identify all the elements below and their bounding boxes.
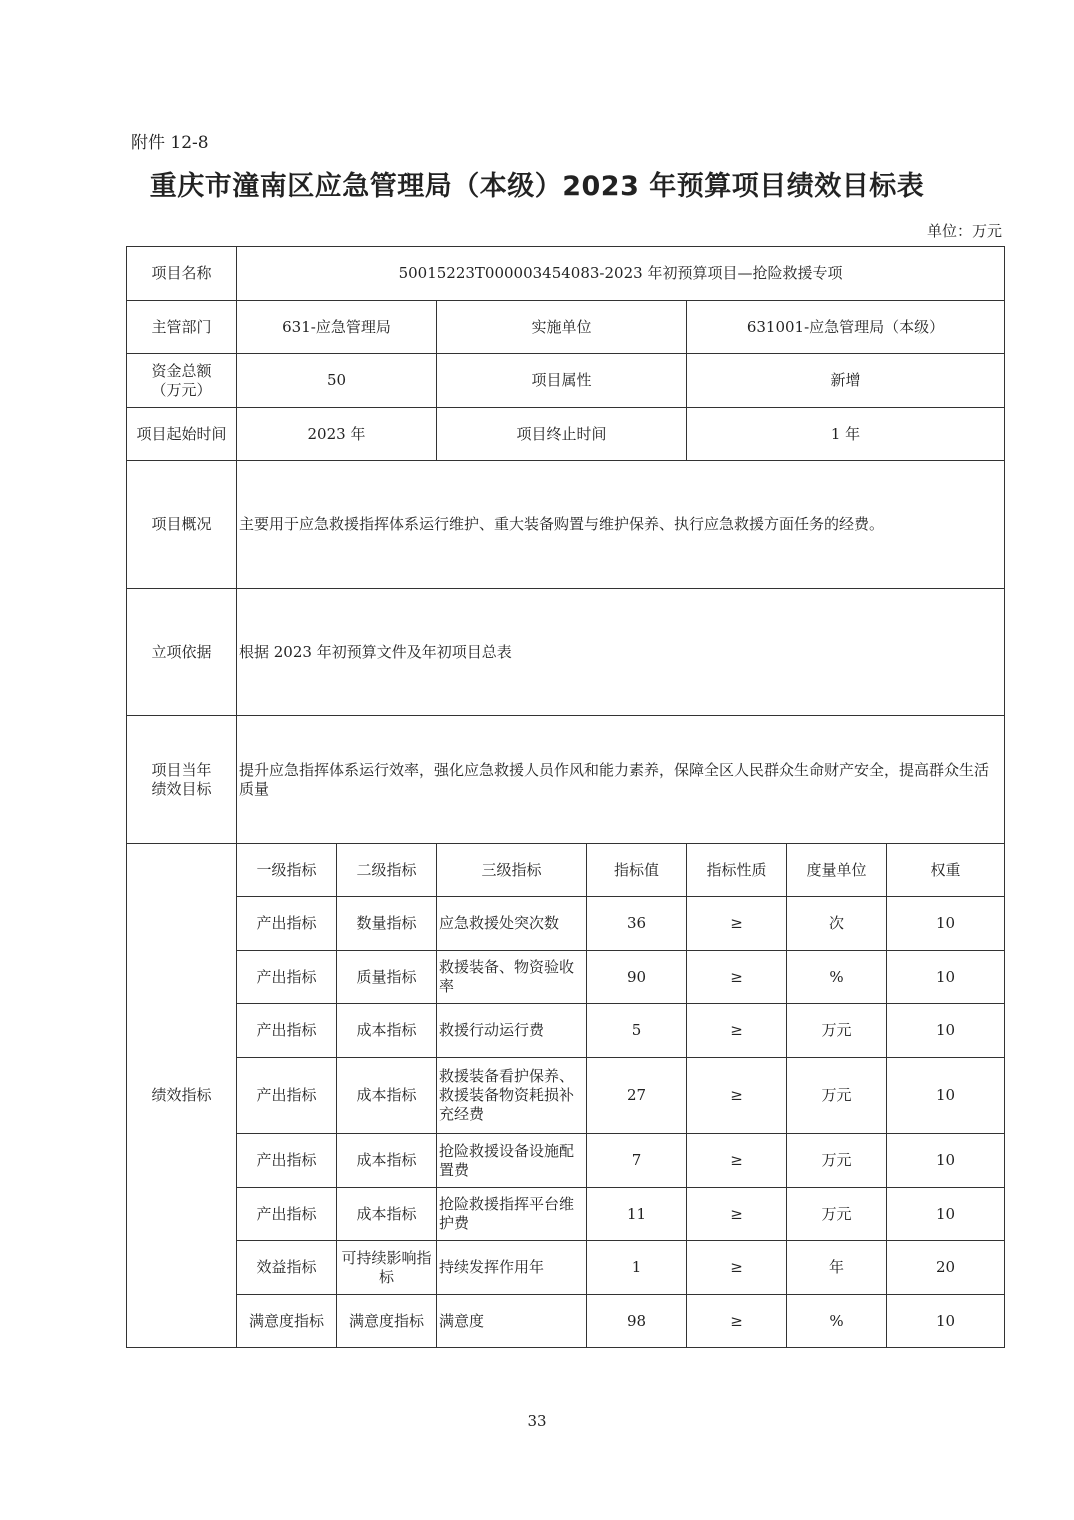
cell-value: 36: [587, 897, 687, 951]
cell-unit: 万元: [787, 1188, 887, 1241]
cell-level1: 产出指标: [237, 1004, 337, 1058]
page-number: 33: [527, 1412, 547, 1430]
attr-label: 项目属性: [437, 354, 687, 408]
end-label: 项目终止时间: [437, 408, 687, 461]
indicator-row: [127, 1134, 1005, 1188]
cell-nature: ≥: [687, 951, 787, 1004]
basis-label: 立项依据: [127, 589, 237, 716]
cell-value: 27: [587, 1058, 687, 1134]
fund-label-line1: 资金总额: [151, 361, 212, 380]
row-basis: [127, 589, 1005, 716]
fund-value: 50: [237, 354, 437, 408]
basis-value: 根据 2023 年初预算文件及年初项目总表: [237, 589, 1005, 716]
page-title: 重庆市潼南区应急管理局（本级）2023 年预算项目绩效目标表: [149, 171, 925, 202]
cell-level3: 应急救援处突次数: [437, 897, 587, 951]
unit-label: 单位：万元: [926, 222, 1002, 240]
impl-value: 631001-应急管理局（本级）: [687, 301, 1005, 354]
cell-value: 90: [587, 951, 687, 1004]
row-project-name: [127, 247, 1005, 301]
row-goal: [127, 716, 1005, 844]
overview-label: 项目概况: [127, 461, 237, 589]
cell-weight: 10: [887, 1188, 1005, 1241]
cell-level2: 数量指标: [337, 897, 437, 951]
cell-level2: 成本指标: [337, 1188, 437, 1241]
indicator-row: [127, 1188, 1005, 1241]
cell-unit: %: [787, 1295, 887, 1348]
cell-level2: 成本指标: [337, 1058, 437, 1134]
project-name-label: 项目名称: [127, 247, 237, 301]
overview-value: 主要用于应急救援指挥体系运行维护、重大装备购置与维护保养、执行应急救援方面任务的经费。: [237, 461, 1005, 589]
goal-label-line2: 绩效目标: [151, 779, 212, 798]
cell-nature: ≥: [687, 1241, 787, 1295]
indicators-section-label: 绩效指标: [127, 844, 237, 1348]
indicator-header-row: [127, 844, 1005, 897]
start-label: 项目起始时间: [127, 408, 237, 461]
cell-unit: 次: [787, 897, 887, 951]
cell-weight: 10: [887, 1134, 1005, 1188]
project-name-value: 50015223T000003454083-2023 年初预算项目—抢险救援专项: [237, 247, 1005, 301]
cell-level3: 满意度: [437, 1295, 587, 1348]
cell-nature: ≥: [687, 1058, 787, 1134]
dept-label: 主管部门: [127, 301, 237, 354]
indicator-row: [127, 1058, 1005, 1134]
row-overview: [127, 461, 1005, 589]
goal-label: [127, 716, 237, 844]
performance-table: [126, 246, 1005, 1348]
header-level1: 一级指标: [237, 844, 337, 897]
cell-level2: 满意度指标: [337, 1295, 437, 1348]
indicator-row: [127, 1241, 1005, 1295]
cell-level3: 持续发挥作用年: [437, 1241, 587, 1295]
cell-nature: ≥: [687, 1188, 787, 1241]
cell-unit: 万元: [787, 1134, 887, 1188]
indicator-row: [127, 1295, 1005, 1348]
fund-label-line2: （万元）: [151, 380, 212, 399]
dept-value: 631-应急管理局: [237, 301, 437, 354]
cell-weight: 20: [887, 1241, 1005, 1295]
start-value: 2023 年: [237, 408, 437, 461]
cell-value: 7: [587, 1134, 687, 1188]
cell-unit: 万元: [787, 1004, 887, 1058]
cell-weight: 10: [887, 897, 1005, 951]
cell-weight: 10: [887, 1295, 1005, 1348]
cell-level2: 可持续影响指标: [337, 1241, 437, 1295]
cell-level1: 产出指标: [237, 897, 337, 951]
header-unit: 度量单位: [787, 844, 887, 897]
cell-unit: 年: [787, 1241, 887, 1295]
end-value: 1 年: [687, 408, 1005, 461]
cell-level3: 抢险救援设备设施配置费: [437, 1134, 587, 1188]
cell-value: 5: [587, 1004, 687, 1058]
row-fund: [127, 354, 1005, 408]
cell-unit: %: [787, 951, 887, 1004]
header-value: 指标值: [587, 844, 687, 897]
header-level2: 二级指标: [337, 844, 437, 897]
fund-label: [127, 354, 237, 408]
cell-value: 11: [587, 1188, 687, 1241]
cell-nature: ≥: [687, 897, 787, 951]
cell-nature: ≥: [687, 1295, 787, 1348]
indicator-row: [127, 951, 1005, 1004]
cell-unit: 万元: [787, 1058, 887, 1134]
cell-weight: 10: [887, 951, 1005, 1004]
cell-level1: 产出指标: [237, 951, 337, 1004]
attachment-label: 附件 12-8: [131, 133, 209, 153]
cell-weight: 10: [887, 1004, 1005, 1058]
cell-weight: 10: [887, 1058, 1005, 1134]
cell-level1: 满意度指标: [237, 1295, 337, 1348]
header-weight: 权重: [887, 844, 1005, 897]
cell-level1: 产出指标: [237, 1134, 337, 1188]
cell-level1: 产出指标: [237, 1058, 337, 1134]
cell-level2: 质量指标: [337, 951, 437, 1004]
goal-value: 提升应急指挥体系运行效率，强化应急救援人员作风和能力素养，保障全区人民群众生命财产安全，提高群众生活质量: [237, 716, 1005, 844]
header-nature: 指标性质: [687, 844, 787, 897]
impl-label: 实施单位: [437, 301, 687, 354]
cell-nature: ≥: [687, 1004, 787, 1058]
cell-level3: 救援装备、物资验收率: [437, 951, 587, 1004]
cell-level3: 抢险救援指挥平台维护费: [437, 1188, 587, 1241]
indicator-row: [127, 1004, 1005, 1058]
cell-level3: 救援行动运行费: [437, 1004, 587, 1058]
cell-value: 1: [587, 1241, 687, 1295]
attr-value: 新增: [687, 354, 1005, 408]
row-department: [127, 301, 1005, 354]
cell-value: 98: [587, 1295, 687, 1348]
cell-level2: 成本指标: [337, 1134, 437, 1188]
header-level3: 三级指标: [437, 844, 587, 897]
goal-label-line1: 项目当年: [151, 760, 212, 779]
cell-nature: ≥: [687, 1134, 787, 1188]
row-period: [127, 408, 1005, 461]
cell-level1: 效益指标: [237, 1241, 337, 1295]
cell-level1: 产出指标: [237, 1188, 337, 1241]
indicator-row: [127, 897, 1005, 951]
cell-level2: 成本指标: [337, 1004, 437, 1058]
cell-level3: 救援装备看护保养、救援装备物资耗损补充经费: [437, 1058, 587, 1134]
